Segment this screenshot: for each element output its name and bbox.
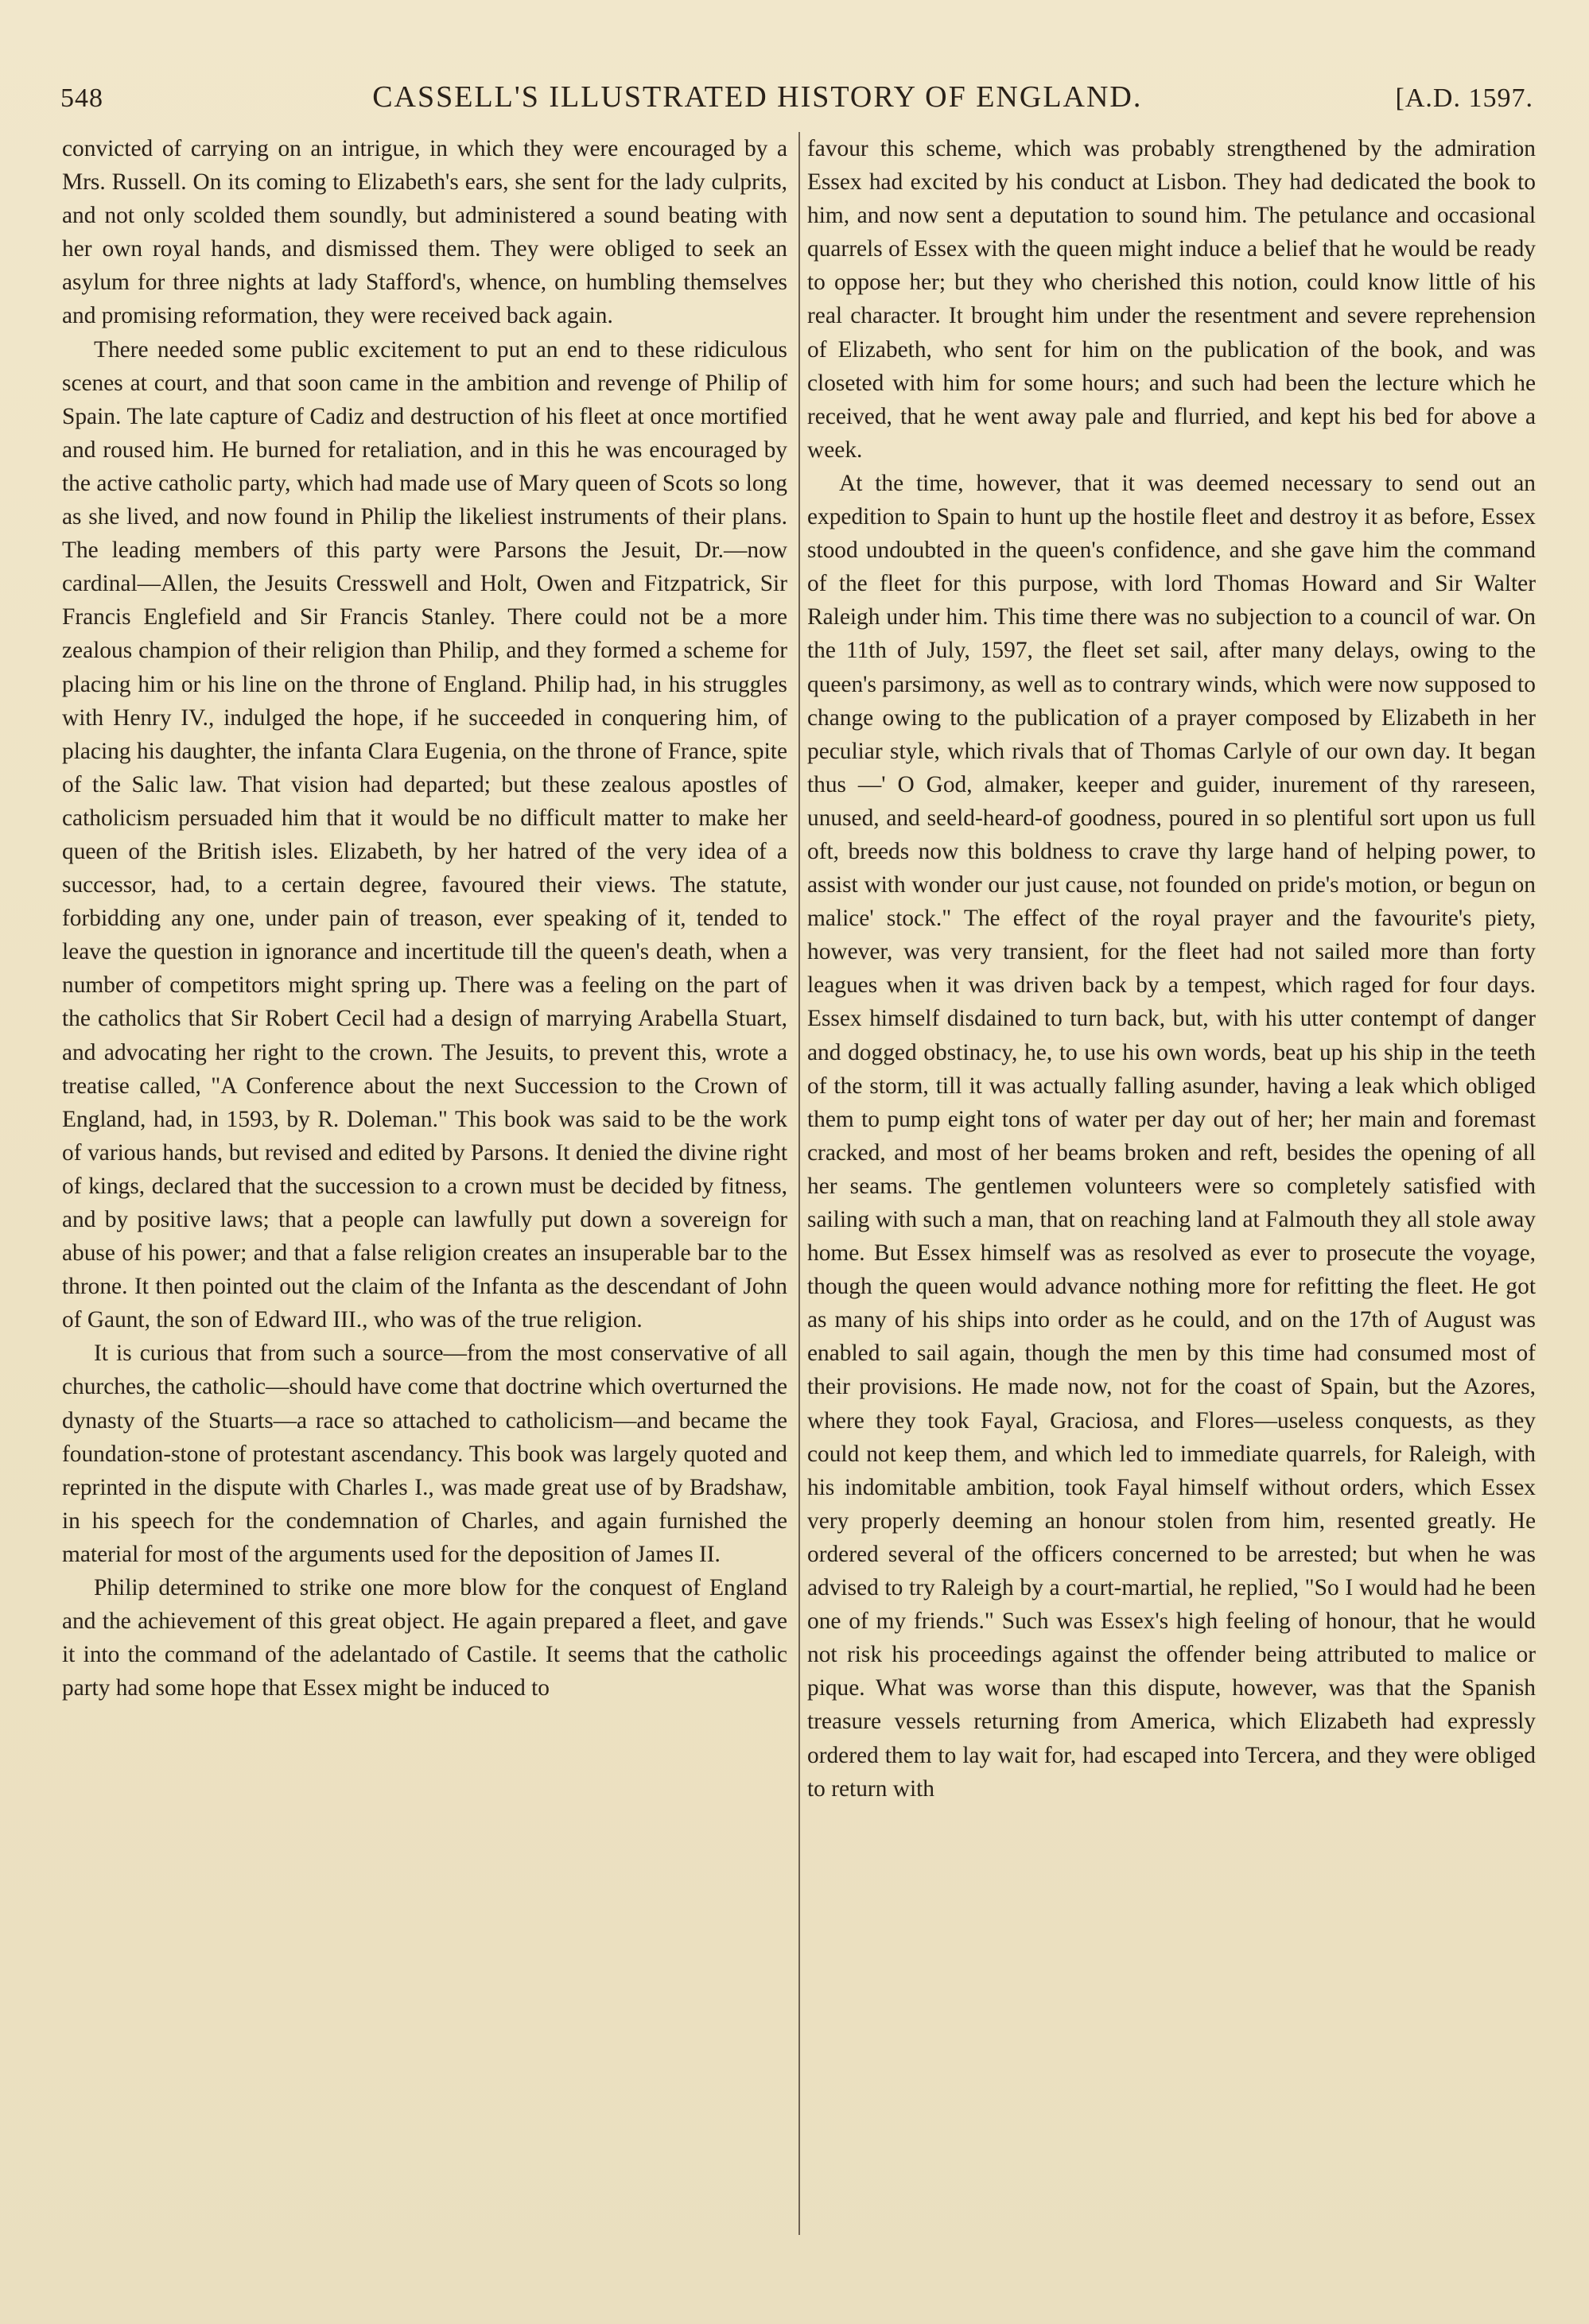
column-divider: [798, 132, 800, 2235]
page-number: 548: [60, 83, 103, 113]
paragraph: It is curious that from such a source—from the most conservative of all churches, the catholic—should have come that doctrine which overturned the dynasty of the Stuarts—a race so attached to catholicism—and became the foundation-stone of protestant ascendancy. This book was largely quoted and reprinted in the dispute with Charles I., was made great use of by Bradshaw, in his speech for the condemnation of Charles, and again furnished the material for most of the arguments used for the deposition of James II.: [62, 1340, 787, 1567]
paragraph: Philip determined to strike one more blow for the conquest of England and the achievement of this great object. He again prepared a fleet, and gave it into the command of the adelantado of Castile. It seems that the catholic party had some hope that Essex might be induced to: [62, 1575, 787, 1701]
right-column: [807, 132, 1536, 1806]
running-header: [60, 80, 1533, 119]
paragraph: At the time, however, that it was deemed necessary to send out an expedition to Spain to hunt up the hostile fleet and destroy it as before, Essex stood undoubted in the queen's confidence, and she gave him the command of the fleet for this purpose, with lord Thomas Howard and Sir Walter Raleigh under him. This time there was no subjection to a council of war. On the 11th of July, 1597, the fleet set sail, after many delays, owing to the queen's parsimony, as well as to contrary winds, which were now supposed to change owing to the publication of a prayer composed by Elizabeth in her peculiar style, which rivals that of Thomas Carlyle of our own day. It began thus —' O God, almaker, keeper and guider, inurement of thy rareseen, unused, and seeld-heard-of goodness, poured in so plentiful sort upon us full oft, breeds now this boldness to crave thy large hand of helping power, to assist with wonder our just cause, not founded on pride's motion, or begun on malice' stock." The effect of the royal prayer and the favourite's piety, however, was very transient, for the fleet had not sailed more than forty leagues when it was driven back by a tempest, which raged for four days. Essex himself disdained to turn back, but, with his utter contempt of danger and dogged obstinacy, he, to use his own words, beat up his ship in the teeth of the storm, till it was actually falling asunder, having a leak which obliged them to pump eight tons of water per day out of her; her main and foremast cracked, and most of her beams broken and reft, besides the opening of all her seams. The gentlemen volunteers were so completely satisfied with sailing with such a man, that on reaching land at Falmouth they all stole away home. But Essex himself was as resolved as ever to prosecute the voyage, though the queen would advance nothing more for refitting the fleet. He got as many of his ships into order as he could, and on the 17th of August was enabled to sail again, though the men by this time had consumed most of their provisions. He made now, not for the coast of Spain, but the Azores, where they took Fayal, Graciosa, and Flores—useless conquests, as they could not keep them, and which led to immediate quarrels, for Raleigh, with his indomitable ambition, took Fayal himself without orders, which Essex very properly deeming an honour stolen from him, resented greatly. He ordered several of the officers concerned to be arrested; but when he was advised to try Raleigh by a court-martial, he replied, "So I would had he been one of my friends." Such was Essex's high feeling of honour, that he would not risk his proceedings against the offender being attributed to malice or pique. What was worse than this dispute, however, was that the Spanish treasure vessels returning from America, which Elizabeth had expressly ordered them to lay wait for, had escaped into Tercera, and they were obliged to return with: [807, 470, 1536, 1802]
left-column: [62, 132, 787, 1705]
date-mark: [A.D. 1597.: [1395, 83, 1533, 113]
paragraph: There needed some public excitement to put an end to these ridiculous scenes at court, and that soon came in the ambition and revenge of Philip of Spain. The late capture of Cadiz and destruction of his fleet at once mortified and roused him. He burned for retaliation, and in this he was encouraged by the active catholic party, which had made use of Mary queen of Scots so long as she lived, and now found in Philip the likeliest instruments of their plans. The leading members of this party were Parsons the Jesuit, Dr.—now cardinal—Allen, the Jesuits Cresswell and Holt, Owen and Fitzpatrick, Sir Francis Englefield and Sir Francis Stanley. There could not be a more zealous champion of their religion than Philip, and they formed a scheme for placing him or his line on the throne of England. Philip had, in his struggles with Henry IV., indulged the hope, if he succeeded in conquering him, of placing his daughter, the infanta Clara Eugenia, on the throne of France, spite of the Salic law. That vision had departed; but these zealous apostles of catholicism persuaded him that it would be no difficult matter to make her queen of the British isles. Elizabeth, by her hatred of the very idea of a successor, had, to a certain degree, favoured their views. The statute, forbidding any one, under pain of treason, ever speaking of it, tended to leave the question in ignorance and incertitude till the queen's death, when a number of competitors might spring up. There was a feeling on the part of the catholics that Sir Robert Cecil had a design of marrying Arabella Stuart, and advocating her right to the crown. The Jesuits, to prevent this, wrote a treatise called, "A Conference about the next Succession to the Crown of England, had, in 1593, by R. Doleman." This book was said to be the work of various hands, but revised and edited by Parsons. It denied the divine right of kings, declared that the succession to a crown must be decided by fitness, and by positive laws; that a people can lawfully put down a sovereign for abuse of his power; and that a false religion creates an insuperable bar to the throne. It then pointed out the claim of the Infanta as the descendant of John of Gaunt, the son of Edward III., who was of the true religion.: [62, 336, 787, 1333]
running-title: CASSELL'S ILLUSTRATED HISTORY OF ENGLAND.: [372, 80, 1143, 114]
paragraph: convicted of carrying on an intrigue, in which they were encouraged by a Mrs. Russell. On its coming to Elizabeth's ears, she sent for the lady culprits, and not only scolded them soundly, but administered a sound beating with her own royal hands, and dismissed them. They were obliged to seek an asylum for three nights at lady Stafford's, whence, on humbling themselves and promising reformation, they were received back again.: [62, 136, 787, 329]
paragraph: favour this scheme, which was probably strengthened by the admiration Essex had excited by his conduct at Lisbon. They had dedicated the book to him, and now sent a deputation to sound him. The petulance and occasional quarrels of Essex with the queen might induce a belief that he would be ready to oppose her; but they who cherished this notion, could know little of his real character. It brought him under the resentment and severe reprehension of Elizabeth, who sent for him on the publication of the book, and was closeted with him for some hours; and such had been the lecture which he received, that he went away pale and flurried, and kept his bed for above a week.: [807, 136, 1536, 463]
